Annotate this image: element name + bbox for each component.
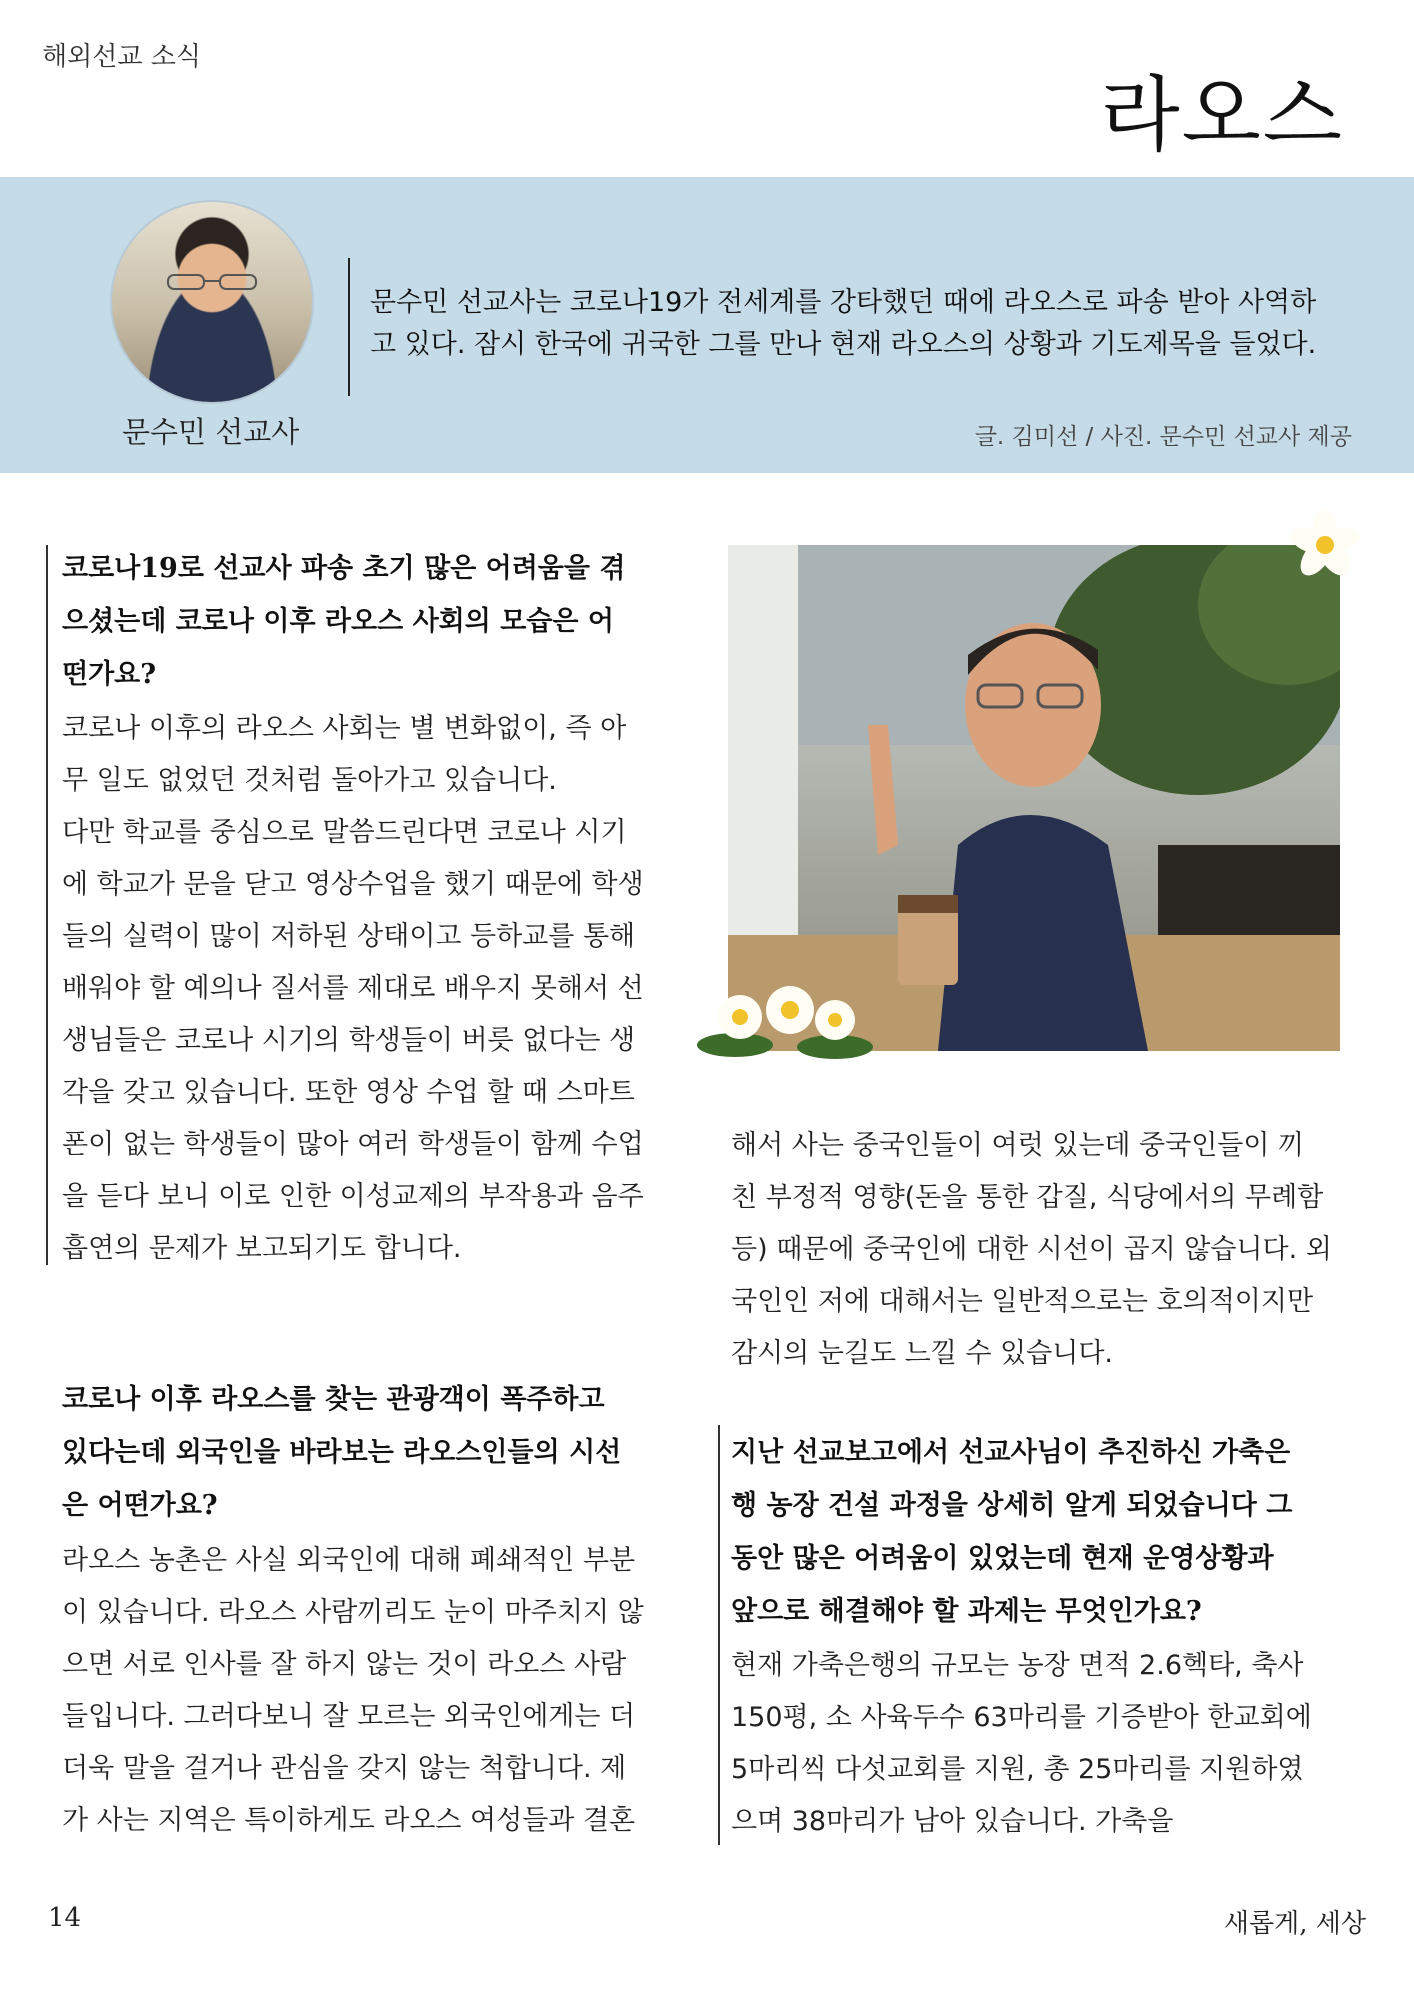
answer-line: 각을 갖고 있습니다. 또한 영상 수업 할 때 스마트: [62, 1077, 635, 1108]
country-title: 라오스: [1100, 68, 1344, 163]
answer-line: 이 있습니다. 라오스 사람끼리도 눈이 마주치지 않: [62, 1597, 644, 1628]
question-3: [731, 1426, 1339, 1638]
left-column-rule: [46, 545, 48, 1265]
missionary-portrait: [110, 200, 314, 404]
plumeria-cluster-icon: [695, 975, 875, 1065]
right-column-rule: [718, 1425, 720, 1845]
answer-line: 감시의 눈길도 느낄 수 있습니다.: [731, 1338, 1113, 1369]
answer-line: 들입니다. 그러다보니 잘 모르는 외국인에게는 더: [62, 1701, 636, 1732]
answer-line: 에 학교가 문을 닫고 영상수업을 했기 때문에 학생: [62, 869, 644, 900]
magazine-title: 새롭게, 세상: [1223, 1909, 1366, 1939]
answer-line: 으면 서로 인사를 잘 하지 않는 것이 라오스 사람: [62, 1649, 627, 1680]
answer-2: [62, 1535, 662, 1847]
question-line: 지난 선교보고에서 선교사님이 추진하신 가축은: [731, 1437, 1291, 1468]
glasses-icon: [164, 272, 260, 292]
page-number: 14: [48, 1903, 82, 1933]
answer-line: 흡연의 문제가 보고되기도 합니다.: [62, 1233, 462, 1264]
answer-line: 배워야 할 예의나 질서를 제대로 배우지 못해서 선: [62, 973, 644, 1004]
plumeria-flower-icon: [1290, 510, 1360, 580]
answer-line: 가 사는 지역은 특이하게도 라오스 여성들과 결혼: [62, 1805, 636, 1836]
answer-line: 등) 때문에 중국인에 대한 시선이 곱지 않습니다. 외: [731, 1234, 1332, 1265]
answer-2-continued: [731, 1120, 1351, 1380]
question-line: 코로나 이후 라오스를 찾는 관광객이 폭주하고: [62, 1384, 605, 1415]
question-line: 은 어떤가요?: [62, 1490, 218, 1521]
question-line: 동안 많은 어려움이 있었는데 현재 운영상황과: [731, 1543, 1274, 1574]
intro-text: [370, 282, 1350, 366]
answer-line: 무 일도 없었던 것처럼 돌아가고 있습니다.: [62, 765, 557, 796]
answer-line: 5마리씩 다섯교회를 지원, 총 25마리를 지원하였: [731, 1754, 1304, 1785]
question-line: 코로나19로 선교사 파송 초기 많은 어려움을 겪: [62, 553, 626, 584]
answer-line: 친 부정적 영향(돈을 통한 갑질, 식당에서의 무례함: [731, 1182, 1324, 1213]
intro-line: 문수민 선교사는 코로나19가 전세계를 강타했던 때에 라오스로 파송 받아 사역하: [370, 287, 1317, 318]
answer-line: 폰이 없는 학생들이 많아 여러 학생들이 함께 수업: [62, 1129, 644, 1160]
answer-line: 으며 38마리가 남아 있습니다. 가축을: [731, 1806, 1174, 1837]
answer-line: 을 듣다 보니 이로 인한 이성교제의 부작용과 음주: [62, 1181, 644, 1212]
question-line: 있다는데 외국인을 바라보는 라오스인들의 시선: [62, 1437, 622, 1468]
answer-line: 들의 실력이 많이 저하된 상태이고 등하교를 통해: [62, 921, 636, 952]
answer-line: 해서 사는 중국인들이 여럿 있는데 중국인들이 끼: [731, 1130, 1305, 1161]
question-line: 행 농장 건설 과정을 상세히 알게 되었습니다 그: [731, 1490, 1293, 1521]
section-label: 해외선교 소식: [42, 42, 201, 72]
answer-3: [731, 1640, 1351, 1848]
band-divider: [348, 258, 350, 396]
question-1: [62, 542, 662, 701]
answer-line: 현재 가축은행의 규모는 농장 면적 2.6헥타, 축사: [731, 1650, 1304, 1681]
question-line: 앞으로 해결해야 할 과제는 무엇인가요?: [731, 1596, 1202, 1627]
question-line: 떤가요?: [62, 659, 157, 690]
answer-line: 150평, 소 사육두수 63마리를 기증받아 한교회에: [731, 1702, 1312, 1733]
photo-credit: 글. 김미선 / 사진. 문수민 선교사 제공: [974, 424, 1352, 450]
portrait-caption: 문수민 선교사: [122, 415, 300, 449]
intro-line: 고 있다. 잠시 한국에 귀국한 그를 만나 현재 라오스의 상황과 기도제목을 들었다.: [370, 329, 1317, 360]
answer-line: 더욱 말을 걸거나 관심을 갖지 않는 척합니다. 제: [62, 1753, 627, 1784]
question-2: [62, 1373, 662, 1532]
answer-1: [62, 703, 662, 1275]
answer-line: 라오스 농촌은 사실 외국인에 대해 폐쇄적인 부분: [62, 1545, 636, 1576]
answer-line: 코로나 이후의 라오스 사회는 별 변화없이, 즉 아: [62, 713, 627, 744]
answer-line: 국인인 저에 대해서는 일반적으로는 호의적이지만: [731, 1286, 1314, 1317]
answer-line: 다만 학교를 중심으로 말씀드린다면 코로나 시기: [62, 817, 627, 848]
answer-line: 생님들은 코로나 시기의 학생들이 버릇 없다는 생: [62, 1025, 636, 1056]
question-line: 으셨는데 코로나 이후 라오스 사회의 모습은 어: [62, 606, 614, 637]
